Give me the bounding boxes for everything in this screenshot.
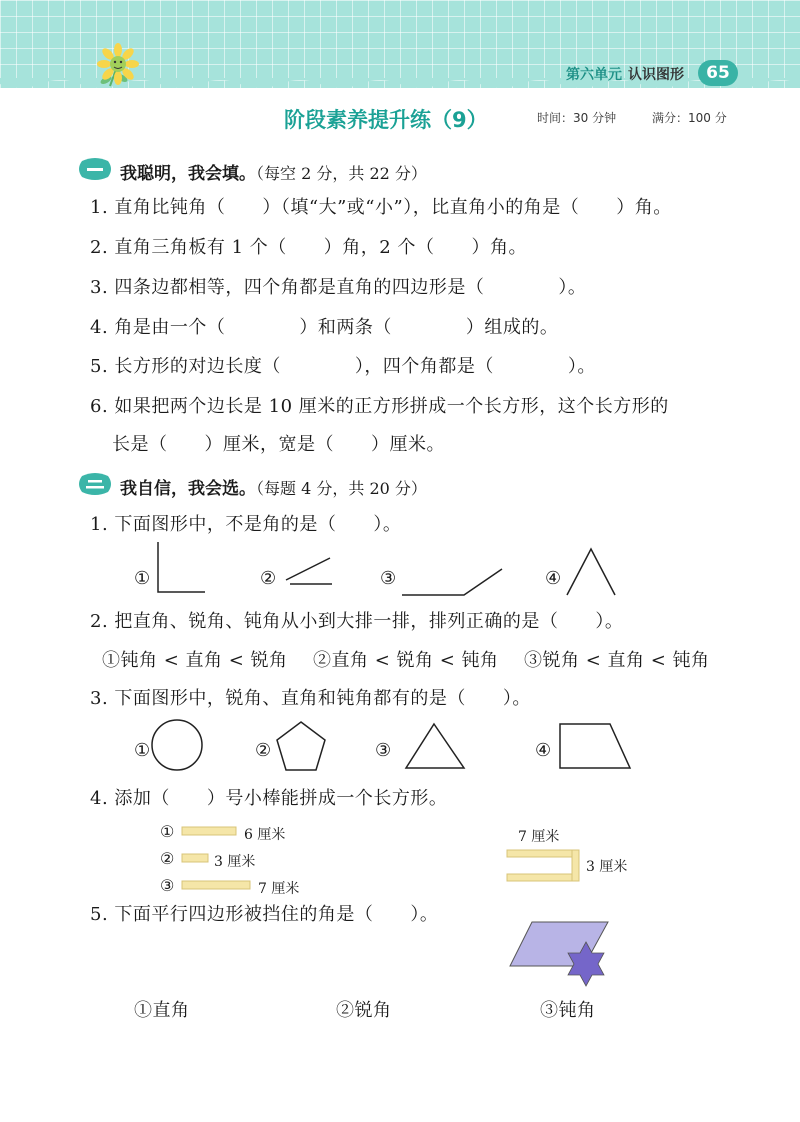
s2-q2-opt1: ①钝角 < 直角 < 锐角 (102, 650, 288, 671)
s2-q1-fig4 (565, 545, 625, 600)
s2-q3-trapezoid (558, 722, 634, 772)
s2-q1-opt2: ② (260, 568, 277, 589)
s2-q4-partial-rect (505, 848, 585, 884)
s2-q4-stick3 (182, 880, 254, 892)
s2-q5-opt2: ②锐角 (336, 1000, 392, 1021)
s2-q3: 3. 下面图形中，锐角、直角和钝角都有的是（ ）。 (90, 688, 531, 709)
s2-q3-opt2: ② (255, 740, 272, 761)
s2-q1-fig1 (150, 540, 210, 600)
s2-q1-opt1: ① (134, 568, 151, 589)
s1-q6-line2: 长是（ ）厘米，宽是（ ）厘米。 (112, 434, 445, 455)
unit-name: 认识图形 (628, 67, 684, 83)
s2-q5-star-icon (566, 940, 610, 988)
s2-q2: 2. 把直角、锐角、钝角从小到大排一排，排列正确的是（ ）。 (90, 611, 624, 632)
s2-q2-opt3: ③锐角 < 直角 < 钝角 (524, 650, 710, 671)
sunflower-icon (96, 42, 142, 88)
s2-q3-circle (150, 718, 206, 774)
s1-q6-line1: 6. 如果把两个边长是 10 厘米的正方形拼成一个长方形，这个长方形的 (90, 396, 669, 417)
s2-q2-opt2: ②直角 < 锐角 < 钝角 (313, 650, 499, 671)
s2-q4: 4. 添加（ ）号小棒能拼成一个长方形。 (90, 788, 448, 809)
s2-q1-fig2 (282, 552, 342, 592)
time-limit: 时间：30 分钟 (537, 111, 617, 125)
section1-note: （每空 2 分，共 22 分） (256, 164, 427, 183)
s1-q4: 4. 角是由一个（ ）和两条（ ）组成的。 (90, 317, 559, 338)
section2-note: （每题 4 分，共 20 分） (256, 479, 427, 498)
s2-q4-opt1: ① (160, 822, 175, 841)
s2-q3-opt3: ③ (375, 740, 392, 761)
s2-q3-opt4: ④ (535, 740, 552, 761)
s2-q4-stick1 (182, 826, 238, 838)
s2-q1: 1. 下面图形中，不是角的是（ ）。 (90, 514, 402, 535)
s1-q1: 1. 直角比钝角（ ）（填“大”或“小”），比直角小的角是（ ）角。 (90, 197, 672, 218)
s1-q2: 2. 直角三角板有 1 个（ ）角，2 个（ ）角。 (90, 237, 527, 258)
s2-q5-opt3: ③钝角 (540, 1000, 596, 1021)
s2-q5-opt1: ①直角 (134, 1000, 190, 1021)
s1-q3: 3. 四条边都相等，四个角都是直角的四边形是（ ）。 (90, 277, 587, 298)
unit-label (566, 64, 684, 84)
s2-q4-rect-side-label: 3 厘米 (586, 859, 628, 875)
section1-title: 我聪明，我会填。 (120, 164, 256, 184)
full-score: 满分：100 分 (652, 111, 727, 125)
s2-q4-opt3: ③ (160, 876, 175, 895)
s2-q4-stick2 (182, 853, 212, 865)
page-number: 65 (698, 60, 738, 86)
s2-q4-len1: 6 厘米 (244, 827, 286, 843)
section2-title: 我自信，我会选。 (120, 479, 256, 499)
page-title: 阶段素养提升练（9） (284, 108, 488, 132)
s2-q4-len2: 3 厘米 (214, 854, 256, 870)
s2-q3-triangle (404, 722, 468, 772)
s2-q5: 5. 下面平行四边形被挡住的角是（ ）。 (90, 904, 439, 925)
unit-number: 第六单元 (566, 67, 622, 83)
s2-q4-len3: 7 厘米 (258, 881, 300, 897)
s2-q1-fig3 (400, 565, 510, 605)
s1-q5: 5. 长方形的对边长度（ ），四个角都是（ ）。 (90, 356, 596, 377)
s2-q4-rect-top-label: 7 厘米 (518, 829, 560, 845)
s2-q3-opt1: ① (134, 740, 151, 761)
s2-q4-opt2: ② (160, 849, 175, 868)
s2-q1-opt4: ④ (545, 568, 562, 589)
section2-badge-icon (78, 472, 112, 496)
s2-q1-opt3: ③ (380, 568, 397, 589)
section1-badge-icon (78, 157, 112, 181)
s2-q3-pentagon (275, 720, 331, 774)
